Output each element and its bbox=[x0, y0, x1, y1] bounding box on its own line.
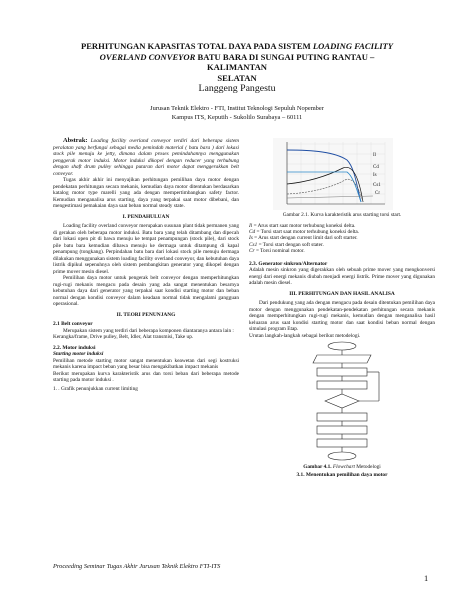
author-name: Langgeng Pangestu bbox=[198, 83, 276, 94]
right-column bbox=[249, 138, 435, 478]
motor-paragraph-1: Pemilihan metode starting motor sangat menentukan keawetan dari segi kostruksi mekanis karena impact beban yang besar bisa mengakibatkan impact mekanis bbox=[53, 357, 239, 370]
curve-label-cs1: Cs1 bbox=[373, 183, 381, 188]
flow-process-1 bbox=[317, 368, 367, 376]
figure-4-1-caption: Gambar 4.1. Flowchart Metodelogi bbox=[303, 464, 381, 471]
section-heading-teori: II. TEORI PENUNJANG bbox=[116, 311, 176, 318]
abstract-paragraph-1 bbox=[53, 138, 239, 177]
abstract-paragraph-2: Tugas akhir akhir ini menyajikan perhitungan pemilihan daya motor dengan pendekatan perhitungan secara mekanis, kemudian daya motor ditentukan berdasarkan katalog motor type marelli yang ada dengan mempertimbangkan safety factor. Kemudian menganalisa arus starting, daya yang terpakai saat motor dibebani, dan mengestimasi pemakaian daya saat beban normal steady state. bbox=[53, 177, 239, 209]
perhitungan-paragraph-2: Urutan langkah-langkah sebagai berikut metodelogi. bbox=[249, 332, 361, 339]
subsection-motor-induksi: 2.2. Motor induksi bbox=[53, 344, 96, 351]
flow-input bbox=[313, 355, 371, 363]
curve-label-cd: Cd bbox=[373, 165, 379, 170]
flow-start bbox=[328, 342, 356, 350]
curve-label-is: Is bbox=[373, 173, 377, 178]
abstract-heading: Abstrak: bbox=[63, 137, 88, 144]
flowchart-diagram bbox=[279, 341, 405, 463]
subsection-menentukan-daya: 3.1. Menentukan pemilihan daya motor bbox=[296, 471, 388, 478]
paper-title bbox=[70, 41, 404, 83]
starting-curve-figure bbox=[249, 138, 435, 210]
figure-2-1-caption: Gambar 2.1. Kurva karakteristik arus starting torsi start. bbox=[282, 212, 402, 218]
flow-end bbox=[328, 452, 356, 460]
section-heading-pendahuluan: I. PENDAHULUAN bbox=[122, 213, 170, 220]
perhitungan-paragraph-1: Dari pendukung yang ada dengan mengacu pada desain ditentukan pemilihan daya motor dengan menggunakan pendekatan-pendekatan perhitungan secara mekanis dengan memperhitungkan rugi-rugi mekanis, kemudian dengan menganalisa hasil keluaran arus saat kondisi starting motor dan saat kondisi beban normal dengan simulasi program Etap. bbox=[249, 300, 435, 333]
section-heading-perhitungan: III. PERHITUNGAN DAN HASIL ANALISA bbox=[289, 290, 395, 297]
left-column bbox=[53, 138, 239, 392]
page-footer: Proceeding Seminar Tugas Akhir Jurusan Teknik Elektro FTI-ITS bbox=[53, 563, 221, 570]
motor-paragraph-2: Berikut merupakan kurva karakteristik arus dan torsi beban dari beberapa metode starting pada motor induksi . bbox=[53, 370, 239, 383]
curve-label-il: Il bbox=[373, 153, 377, 158]
subsection-belt-conveyor: 2.1 Belt conveyor bbox=[53, 321, 93, 327]
affiliation-line2: Kampus ITS, Keputih - Sukolilo Surabaya – 60111 bbox=[171, 113, 303, 121]
subsection-starting-motor: Starting motor induksi bbox=[53, 351, 104, 357]
flow-process-3 bbox=[317, 413, 367, 421]
belt-paragraph-1: Merupakan sistem yang terdiri dari beberapa komponen diantaranya antara lain : bbox=[63, 327, 234, 334]
legend-is: Is = Arus start dengan current limit dari soft starter. bbox=[249, 235, 358, 242]
starting-curve-chart bbox=[273, 138, 393, 210]
legend-cd: Cd = Torsi start saat motor terhubung koneksi delta. bbox=[249, 228, 360, 235]
legend-cs1: Cs1 = Torsi start dengan soft stater. bbox=[249, 241, 324, 248]
legend-cr: Cr = Torsi nominal motor. bbox=[249, 248, 305, 255]
belt-components: Kerangka/frame, Drive pulley, Belt, Idler, Alat transmisi, Take up. bbox=[53, 334, 194, 340]
generator-paragraph: Adalah mesin sinkron yang digerakkan oleh sebuah prime mover yang mengkonversi energi dari energi mekanis diubah menjadi energi listrik. Prime mover yang digunakan adalah mesin diesel. bbox=[249, 267, 435, 287]
subsection-generator: 2.3. Generator sinkron/Alternator bbox=[249, 260, 328, 267]
flow-decision bbox=[325, 394, 359, 408]
flow-process-2 bbox=[317, 381, 367, 389]
title-line3: SELATAN bbox=[217, 72, 257, 83]
title-line2: OVERLAND CONVEYOR BATU BARA DI SUNGAI PUTING RANTAU – KALIMANTAN bbox=[99, 51, 375, 72]
flow-process-4 bbox=[317, 426, 367, 434]
curve-label-cr: Cr bbox=[375, 191, 380, 196]
grafik-item: 1. . Grafik penunjukkan current limiting bbox=[53, 385, 138, 392]
affiliation-line1: Jurusan Teknik Elektro - FTI, Institut Teknologi Sepuluh Nopember bbox=[150, 105, 324, 112]
methodology-flowchart bbox=[249, 341, 435, 463]
affiliation bbox=[0, 105, 474, 122]
abstract-text-1: Loading facility overland conveyor terdiri dari beberapa sistem peralatan yang berfungsi sebagai media pemindah material ( batu bara ) dari lokasi stock pile menuju ke jetty, dimana dalam proses pemindahannya menggunakan penggerak motor induksi. Motor induksi dikopel dengan reducer yang terhubung dengan shaft drum pulley sehingga putaran dari motor dapat menggerakkan belt conveyor. bbox=[53, 138, 239, 177]
flow-process-5 bbox=[317, 439, 367, 447]
pendahuluan-paragraph-1: Loading facility overland conveyor merupakan susunan plant tidak permanen yang di gerakan oleh beberapa motor induksi. Batu bara yang telah ditambang dan dipecah dari lokasi open pit di bawa menuju ke tempat penampungan (stock pile), dari stock pile batu bara kemudian dibawa menuju ke dermaga untuk ditampung di kapal penampung (tongkang). Perpindahan batu bara dari lokasi stock pile menuju dermaga dilakukan menggunakan sistem loading facility overland conveyor, dan kebutuhan daya listrik dipikul sepenuhnya oleh sistem pembangkitan generator yang dikopel dengan prime mover mesin diesel. bbox=[53, 223, 240, 275]
title-line1: PERHITUNGAN KAPASITAS TOTAL DAYA PADA SISTEM LOADING FACILITY bbox=[80, 41, 394, 51]
legend-il: Il = Arus start saat motor terhubung koneksi delta. bbox=[249, 222, 356, 229]
chart-legend bbox=[249, 223, 435, 255]
pendahuluan-paragraph-2: Pemilihan daya motor untuk pengerak belt conveyor dengan memperhitungkan rugi-rugi mekanis mengacu pada desain yang ada sangat menentukan besarnya kebutuhan daya dari generator yang terpakai saat kondisi starting motor dan beban normal dengan kondisi conveyor dalam keadaan normal tidak mengalami gangguan operasional. bbox=[53, 275, 239, 307]
page-number: 1 bbox=[424, 574, 429, 583]
